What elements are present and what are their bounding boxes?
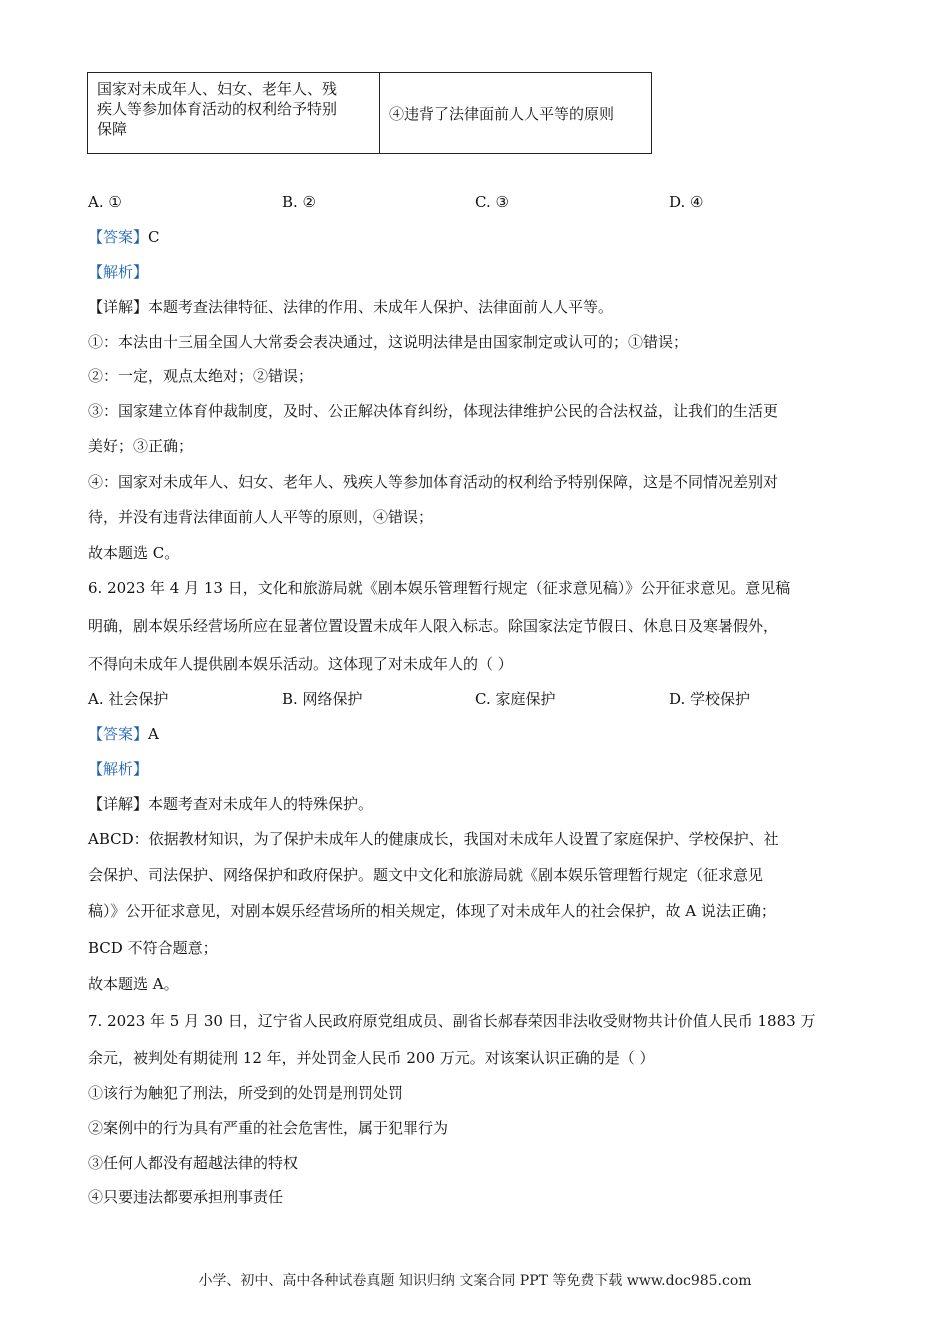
q6-option-b: B. 网络保护 <box>282 690 363 708</box>
table-cell-left-line: 疾人等参加体育活动的权利给予特别 <box>97 100 338 118</box>
answer-tag: 【答案】 <box>88 725 149 743</box>
table-cell-right: ④违背了法律面前人人平等的原则 <box>389 104 615 123</box>
q6-detail <box>88 794 373 814</box>
q7-stem-line: 7. 2023 年 5 月 30 日，辽宁省人民政府原党组成员、副省长郝春荣因非法收受财物共计价值人民币 1883 万 <box>88 1012 816 1030</box>
table-cell-left-line: 保障 <box>97 120 128 138</box>
q5-detail-line: ③：国家建立体育仲裁制度，及时、公正解决体育纠纷，体现法律维护公民的合法权益，让我们的生活更 <box>88 402 779 420</box>
q5-analysis-tag: 【解析】 <box>88 263 149 281</box>
q6-detail-line: ABCD：依据教材知识，为了保护未成年人的健康成长，我国对未成年人设置了家庭保护、学校保护、社 <box>88 830 779 848</box>
q5-detail-line: 美好；③正确； <box>88 437 194 455</box>
answer-value: A <box>148 725 159 743</box>
answer-tag: 【答案】 <box>88 228 149 246</box>
q5-detail-line: ④：国家对未成年人、妇女、老年人、残疾人等参加体育活动的权利给予特别保障，这是不同情况差别对 <box>88 473 779 491</box>
table-cell-left-line: 国家对未成年人、妇女、老年人、残 <box>97 80 338 98</box>
answer-value: C <box>148 228 160 246</box>
q7-stem-line: 余元，被判处有期徒刑 12 年，并处罚金人民币 200 万元。对该案认识正确的是（ ） <box>88 1049 655 1067</box>
detail-text: 本题考查法律特征、法律的作用、未成年人保护、法律面前人人平等。 <box>148 298 614 316</box>
q5-conclusion: 故本题选 C。 <box>88 544 180 562</box>
q6-detail-line: 会保护、司法保护、网络保护和政府保护。题文中文化和旅游局就《剧本娱乐管理暂行规定（征求意见 <box>88 866 764 884</box>
q5-detail-line: ①：本法由十三届全国人大常委会表决通过，这说明法律是由国家制定或认可的；①错误； <box>88 333 689 351</box>
q7-item: ③任何人都没有超越法律的特权 <box>88 1154 299 1172</box>
q7-item: ④只要违法都要承担刑事责任 <box>88 1188 284 1206</box>
q5-detail-line: ②：一定，观点太绝对；②错误； <box>88 367 314 385</box>
q6-stem-line: 不得向未成年人提供剧本娱乐活动。这体现了对未成年人的（ ） <box>88 655 513 673</box>
q6-option-d: D. 学校保护 <box>669 690 751 708</box>
q5-option-c: C. ③ <box>475 193 509 211</box>
q5-option-b: B. ② <box>282 193 317 211</box>
detail-text: 本题考查对未成年人的特殊保护。 <box>148 795 374 813</box>
q6-option-a: A. 社会保护 <box>88 690 169 708</box>
q6-answer <box>88 724 159 744</box>
q6-detail-line: 稿）》公开征求意见，对剧本娱乐经营场所的相关规定，体现了对未成年人的社会保护，故 A 说法正确； <box>88 902 776 920</box>
detail-tag: 【详解】 <box>88 298 149 316</box>
q5-detail-line: 待，并没有违背法律面前人人平等的原则，④错误； <box>88 508 434 526</box>
q5-option-d: D. ④ <box>669 193 704 211</box>
comparison-table <box>87 72 652 154</box>
q6-stem-line: 6. 2023 年 4 月 13 日，文化和旅游局就《剧本娱乐管理暂行规定（征求意见稿）》公开征求意见。意见稿 <box>88 579 791 597</box>
q6-detail-line: BCD 不符合题意； <box>88 939 218 957</box>
q6-option-c: C. 家庭保护 <box>475 690 556 708</box>
q7-item: ①该行为触犯了刑法，所受到的处罚是刑罚处罚 <box>88 1084 404 1102</box>
q7-item: ②案例中的行为具有严重的社会危害性，属于犯罪行为 <box>88 1119 449 1137</box>
q5-option-a: A. ① <box>88 193 122 211</box>
q5-detail <box>88 297 613 317</box>
page-footer: 小学、初中、高中各种试卷真题 知识归纳 文案合同 PPT 等免费下载 www.doc985.com <box>198 1273 752 1289</box>
q6-conclusion: 故本题选 A。 <box>88 975 179 993</box>
q5-answer <box>88 227 160 247</box>
table-cell-left <box>88 73 380 153</box>
q6-analysis-tag: 【解析】 <box>88 760 149 778</box>
q6-stem-line: 明确，剧本娱乐经营场所应在显著位置设置未成年人限入标志。除国家法定节假日、休息日及寒暑假外， <box>88 617 779 635</box>
detail-tag: 【详解】 <box>88 795 149 813</box>
